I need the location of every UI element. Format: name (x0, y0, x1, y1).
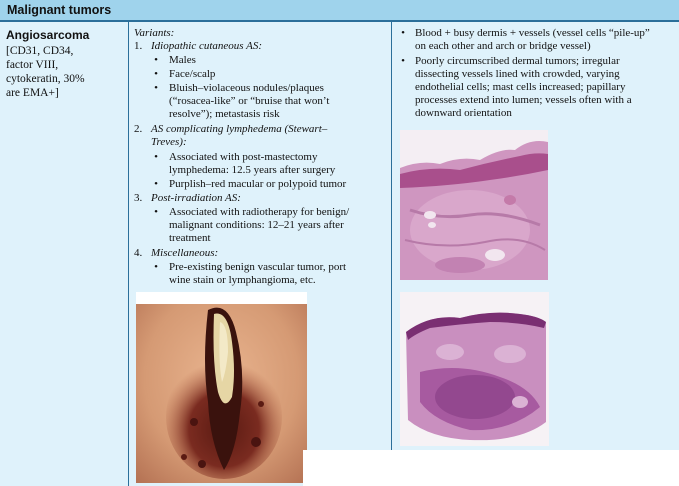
bullet: • (154, 54, 158, 66)
bullet-text: Associated with radiotherapy for benign/ (169, 206, 350, 218)
variant-number: 4. (134, 247, 143, 259)
variant-number: 3. (134, 192, 143, 204)
tumor-name-column (0, 22, 129, 486)
variants-label: Variants: (134, 27, 175, 39)
finding-text: dissecting vessels lined with crowded, varying (415, 68, 620, 80)
variant-title: Miscellaneous: (151, 247, 219, 259)
finding-text: on each other and arch or bridge vessel) (415, 40, 591, 52)
marker-line: cytokeratin, 30% (6, 73, 85, 85)
bullet: • (154, 178, 158, 190)
finding-text: Blood + busy dermis + vessels (vessel cells “pile-up” (415, 27, 650, 39)
bullet-text: resolve”); metastasis risk (169, 108, 280, 120)
variant-title: Post-irradiation AS: (151, 192, 241, 204)
bullet-text: (“rosacea-like” or “bruise that won’t (169, 95, 330, 107)
finding-text: processes extend into lumen; vessels often with a (415, 94, 632, 106)
page-blank-area (303, 450, 679, 486)
finding-text: endothelial cells; mast cells increased; papillary (415, 81, 626, 93)
tumor-name: Angiosarcoma (6, 28, 90, 42)
bullet-text: Bluish–violaceous nodules/plaques (169, 82, 324, 94)
bullet: • (154, 68, 158, 80)
clinical-photo (136, 292, 307, 483)
bullet: • (154, 82, 158, 94)
bullet-text: treatment (169, 232, 211, 244)
bullet: • (401, 55, 405, 67)
marker-line: factor VIII, (6, 59, 59, 71)
table-header (0, 0, 679, 22)
bullet-text: Pre-existing benign vascular tumor, port (169, 261, 347, 273)
variants-column (129, 22, 392, 486)
variant-number: 2. (134, 123, 143, 135)
histology-column (392, 22, 679, 486)
bullet: • (401, 27, 405, 39)
variant-number: 1. (134, 40, 143, 52)
header-title: Malignant tumors (7, 3, 112, 17)
finding-text: downward orientation (415, 107, 512, 119)
bullet: • (154, 151, 158, 163)
variant-title: AS complicating lymphedema (Stewart– (151, 123, 328, 135)
bullet: • (154, 261, 158, 273)
bullet-text: lymphedema: 12.5 years after surgery (169, 164, 336, 176)
bullet-text: Associated with post-mastectomy (169, 151, 318, 163)
histology-image-skin-section (400, 292, 549, 446)
bullet-text: wine stain or lymphangioma, etc. (169, 274, 316, 286)
bullet-text: Purplish–red macular or polypoid tumor (169, 178, 347, 190)
bullet-text: malignant conditions: 12–21 years after (169, 219, 344, 231)
variant-title: Idiopathic cutaneous AS: (151, 40, 262, 52)
variant-title: Treves): (151, 136, 187, 148)
marker-list (6, 44, 124, 100)
bullet-text: Face/scalp (169, 68, 216, 80)
finding-text: Poorly circumscribed dermal tumors; irregular (415, 55, 620, 67)
marker-line: [CD31, CD34, (6, 45, 74, 57)
bullet: • (154, 206, 158, 218)
bullet-text: Males (169, 54, 196, 66)
histology-image-low-power (400, 130, 548, 280)
marker-line: are EMA+] (6, 87, 59, 99)
